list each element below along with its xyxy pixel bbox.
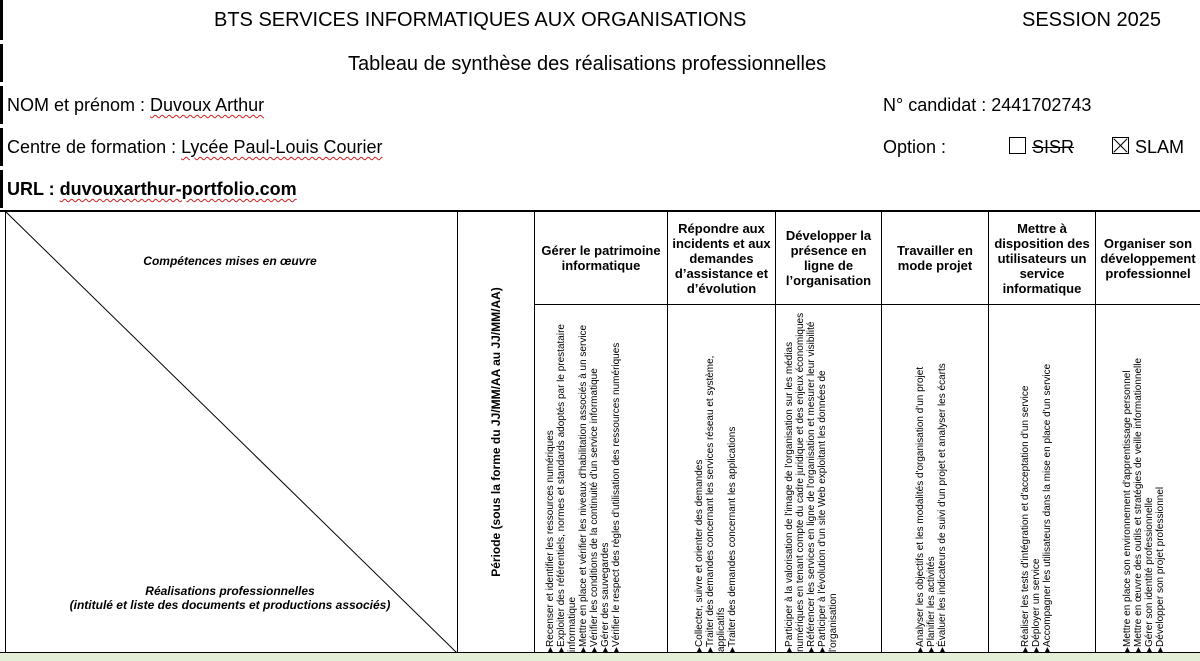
competence-item: ▸Planifier les activités: [926, 556, 937, 652]
name-label: NOM et prénom :: [7, 95, 151, 115]
session-label: SESSION 2025: [1022, 9, 1161, 31]
document-subtitle: Tableau de synthèse des réalisations professionnelles: [348, 53, 827, 75]
competence-item: ▸Traiter des demandes concernant les applications: [727, 426, 738, 652]
competence-item: ▸Mettre en place et vérifier les niveaux d'habilitation associés à un service: [578, 324, 589, 652]
competence-item: ▸Collecter, suivre et orienter des demandes: [694, 459, 705, 652]
competence-item: ▸Accompagner les utilisateurs dans la mise en place d'un service: [1042, 363, 1053, 652]
competence-header: Travailler en mode projet: [897, 243, 973, 273]
competence-item: ▸Vérifier les conditions de la continuité d'un service informatique: [589, 368, 600, 652]
competence-item: ▸Déployer un service: [1031, 558, 1042, 652]
competence-item: ▸Évaluer les indicateurs de suivi d'un projet et analyser les écarts: [937, 363, 948, 652]
competence-items: [1020, 306, 1094, 652]
competence-header: Gérer le patrimoine informatique: [541, 243, 661, 273]
competence-item: ▸Mettre en place son environnement d'apprentissage personnel: [1122, 370, 1133, 652]
competence-items: [1122, 306, 1199, 652]
period-label: Période (sous la forme du JJ/MM/AA au JJ/MM/AA): [489, 287, 503, 577]
competence-items: [784, 306, 880, 652]
competence-header: Répondre aux incidents et aux demandes d’assistance et d’évolution: [672, 220, 771, 296]
competence-item: ▸Référencer les services en ligne de l'organisation et mesurer leur visibilité: [806, 321, 817, 652]
portfolio-url[interactable]: duvouxarthur-portfolio.com: [59, 179, 297, 199]
competence-item: ▸Exploiter des référentiels, normes et standards adoptés par le prestataire informatique: [556, 324, 578, 652]
competence-item: ▸Vérifier le respect des règles d'utilisation des ressources numériques: [611, 342, 622, 652]
competence-item: ▸Participer à la valorisation de l'image de l'organisation sur les médias numériques en tenant compte du cadre juridique et des enjeux économiques: [784, 312, 806, 652]
competence-header: Développer la présence en ligne de l’organisation: [785, 228, 872, 288]
number-value: 2441702743: [991, 95, 1092, 115]
period-column-header: [458, 212, 534, 652]
center-label: Centre de formation :: [7, 137, 182, 157]
document-title: BTS SERVICES INFORMATIQUES AUX ORGANISATIONS: [214, 9, 747, 31]
url-label: URL :: [7, 179, 60, 199]
competence-items: [915, 306, 987, 652]
sisr-label: SISR: [1032, 137, 1075, 157]
competence-header: Organiser son développement professionnel: [1100, 235, 1196, 281]
slam-label: SLAM: [1135, 137, 1185, 157]
competence-items: [694, 306, 774, 652]
diagonal-top-label: Compétences mises en œuvre: [143, 254, 317, 268]
competence-item: ▸Traiter des demandes concernant les services réseau et système, applicatifs: [705, 355, 727, 652]
option-label: Option :: [883, 137, 947, 157]
center-value: Lycée Paul-Louis Courier: [181, 137, 383, 157]
next-section-band: [0, 653, 1200, 661]
competence-item: ▸Recenser et identifier les ressources numériques: [545, 430, 556, 652]
competence-header: Mettre à disposition des utilisateurs un service informatique: [994, 220, 1090, 296]
competence-item: ▸Analyser les objectifs et les modalités d'organisation d'un projet: [915, 366, 926, 652]
realisations-sublabel: (intitulé et liste des documents et productions associés): [69, 598, 391, 612]
competence-item: ▸Développer son projet professionnel: [1155, 486, 1166, 652]
name-value: Duvoux Arthur: [150, 95, 265, 115]
competence-item: ▸Gérer des sauvegardes: [600, 542, 611, 652]
competence-item: ▸Gérer son identité professionnelle: [1144, 497, 1155, 652]
competence-items: [545, 306, 667, 652]
realisations-label: Réalisations professionnelles: [145, 584, 315, 598]
competence-item: ▸Participer à l'évolution d'un site Web exploitant les données de l'organisation: [817, 370, 839, 652]
competence-item: ▸Mettre en œuvre des outils et stratégies de veille informationnelle: [1133, 357, 1144, 652]
diagonal-bottom-label: [30, 584, 430, 612]
number-label: N° candidat :: [883, 95, 992, 115]
competence-item: ▸Réaliser les tests d'intégration et d'acceptation d'un service: [1020, 385, 1031, 652]
